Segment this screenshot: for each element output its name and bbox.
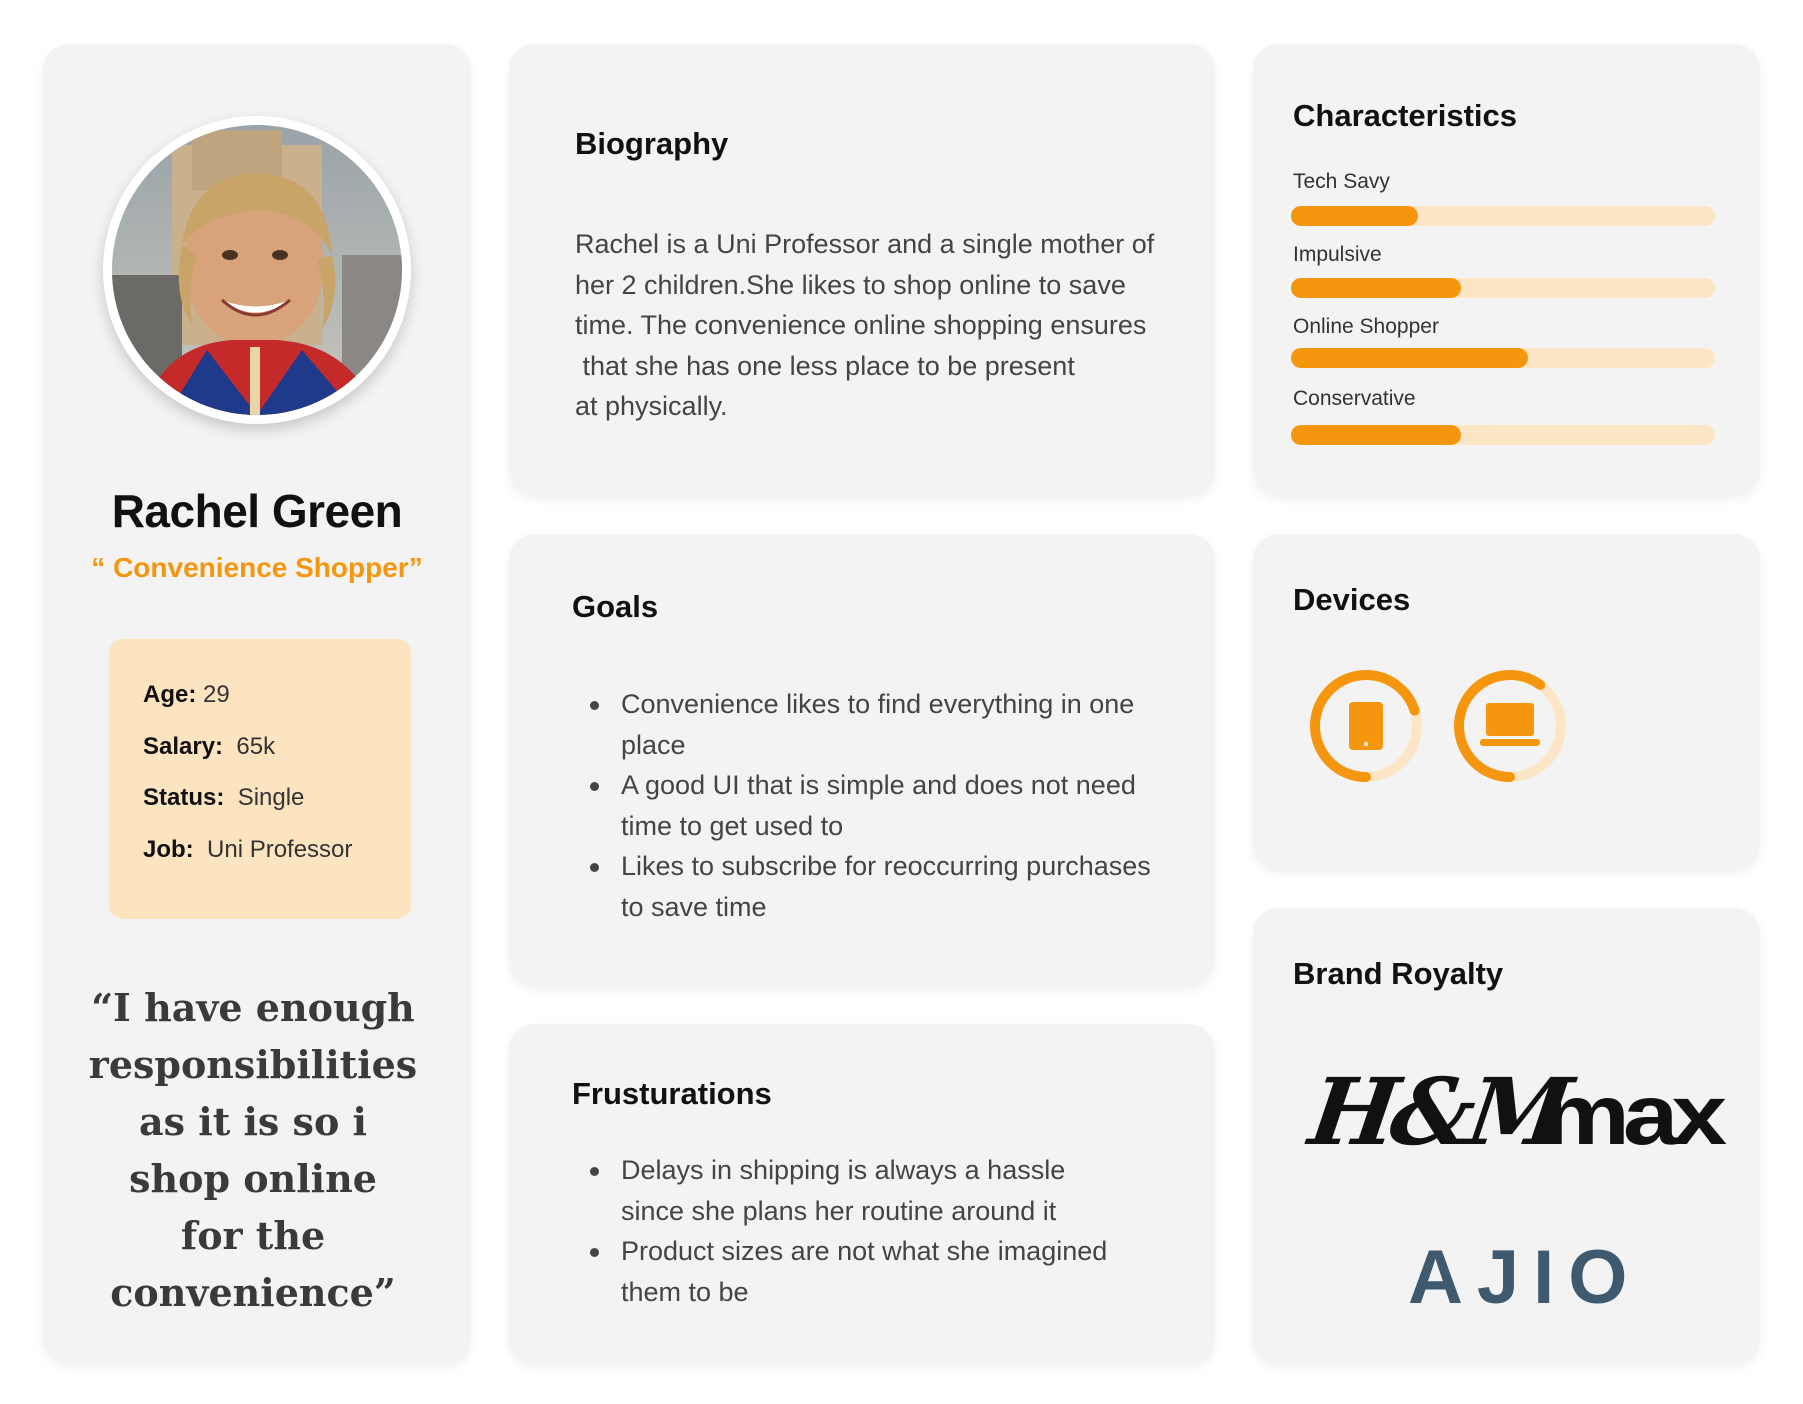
biography-title: Biography (575, 126, 729, 161)
info-value: Single (237, 784, 305, 811)
device-tablet (1309, 669, 1423, 783)
persona-quote (83, 979, 423, 1321)
persona-name: Rachel Green (111, 485, 403, 537)
biography-line: her 2 children.She likes to shop online to save (575, 269, 1126, 300)
info-label: Salary: (143, 732, 224, 760)
devices-card (1253, 534, 1760, 870)
characteristic-bar (1291, 278, 1715, 298)
info-job (143, 836, 411, 888)
quote-line: for the (180, 1213, 326, 1258)
info-status (143, 784, 411, 836)
goals-card (509, 534, 1215, 986)
characteristic-bar-fill (1291, 425, 1461, 445)
characteristics-title: Characteristics (1293, 98, 1518, 133)
brands-title: Brand Royalty (1293, 956, 1504, 991)
brand-logo-ajio: AJIO (1408, 1235, 1642, 1320)
avatar-frame (103, 116, 411, 424)
info-value: Uni Professor (207, 835, 353, 863)
characteristics-card (1253, 44, 1760, 496)
frustration-item: Delays in shipping is always a hassle since she plans her routine around it (577, 1150, 1121, 1231)
biography-line: that she has one less place to be present (575, 350, 1075, 381)
info-label: Status: (143, 784, 225, 811)
characteristic-bar (1291, 348, 1715, 368)
characteristic-bar (1291, 425, 1715, 445)
goals-list (577, 684, 1151, 927)
goal-item: A good UI that is simple and does not need time to get used to (577, 765, 1151, 846)
info-age (143, 681, 411, 733)
biography-line: Rachel is a Uni Professor and a single mother of (575, 229, 1155, 259)
quote-line: shop online (129, 1156, 377, 1201)
goal-item: Convenience likes to find everything in one place (577, 684, 1151, 765)
goals-title: Goals (572, 589, 659, 624)
info-salary (143, 733, 411, 785)
frustration-item: Product sizes are not what she imagined them to be (577, 1231, 1151, 1312)
biography-line: time. The convenience online shopping ensures (575, 310, 1147, 340)
brand-logo-hm: H&M (1303, 1058, 1573, 1166)
avatar-photo (112, 125, 402, 415)
biography-text (575, 224, 1195, 427)
brand-logo-max: max (1541, 1067, 1721, 1163)
characteristic-label: Online Shopper (1293, 315, 1439, 338)
quote-line: “I have enough (91, 985, 415, 1030)
characteristic-label: Conservative (1293, 387, 1416, 410)
goal-item: Likes to subscribe for reoccurring purchases to save time (577, 846, 1151, 927)
quote-line: as it is so i (139, 1099, 367, 1144)
characteristic-bar-fill (1291, 206, 1418, 226)
quote-line: responsibilities (88, 1042, 418, 1087)
tablet-icon (1309, 669, 1423, 783)
biography-card (509, 44, 1215, 496)
characteristic-label: Impulsive (1293, 243, 1382, 266)
info-label: Age: (143, 681, 197, 708)
characteristic-bar (1291, 206, 1715, 226)
info-value: 29 (203, 681, 230, 708)
frustrations-list (577, 1150, 1151, 1312)
brands-card (1253, 908, 1760, 1364)
devices-title: Devices (1293, 582, 1411, 617)
info-value: 65k (236, 732, 276, 760)
characteristic-label: Tech Savy (1293, 170, 1390, 193)
characteristic-bar-fill (1291, 278, 1461, 298)
avatar (112, 125, 402, 415)
quote-line: convenience” (110, 1270, 396, 1315)
info-label: Job: (143, 835, 194, 863)
persona-info-box (109, 639, 411, 919)
device-laptop (1453, 669, 1567, 783)
laptop-icon (1453, 669, 1567, 783)
characteristic-bar-fill (1291, 348, 1528, 368)
biography-line: at physically. (575, 391, 728, 421)
frustrations-card (509, 1024, 1215, 1364)
profile-card (43, 44, 471, 1364)
frustrations-title: Frusturations (572, 1076, 772, 1111)
persona-tagline: “ Convenience Shopper” (91, 552, 423, 583)
